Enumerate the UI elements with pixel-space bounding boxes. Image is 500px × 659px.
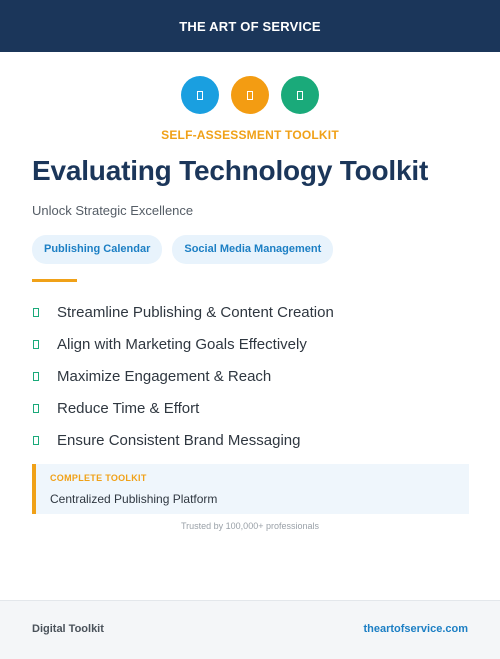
toolkit-callout	[32, 464, 469, 514]
footer	[0, 600, 500, 659]
feature-text: Reduce Time & Effort	[57, 399, 200, 417]
footer-label: Digital Toolkit	[32, 623, 104, 635]
list-item	[32, 424, 334, 456]
check-icon	[33, 404, 39, 413]
footer-link[interactable]: theartofservice.com	[363, 623, 468, 635]
trust-note: Trusted by 100,000+ professionals	[180, 521, 319, 531]
toolkit-kicker: SELF-ASSESSMENT TOOLKIT	[161, 128, 339, 142]
feature-text: Align with Marketing Goals Effectively	[57, 335, 307, 353]
check-icon	[33, 372, 39, 381]
feature-text: Maximize Engagement & Reach	[57, 367, 272, 385]
page-title: Evaluating Technology Toolkit	[32, 155, 429, 186]
list-item	[32, 360, 334, 392]
list-item	[32, 296, 334, 328]
blue-circle-icon	[181, 76, 219, 114]
header-bar	[0, 0, 500, 52]
tag-list	[32, 235, 333, 264]
page-subtitle: Unlock Strategic Excellence	[32, 203, 194, 218]
callout-text: Centralized Publishing Platform	[50, 492, 218, 506]
tag-social-media-management[interactable]: Social Media Management	[172, 235, 333, 264]
list-item	[32, 392, 334, 424]
feature-text: Streamline Publishing & Content Creation	[57, 303, 334, 321]
list-item	[32, 328, 334, 360]
check-icon	[33, 308, 39, 317]
brand-title: THE ART OF SERVICE	[179, 18, 321, 34]
callout-kicker: COMPLETE TOOLKIT	[50, 473, 147, 483]
feature-list	[32, 296, 334, 456]
feature-text: Ensure Consistent Brand Messaging	[57, 431, 301, 449]
check-icon	[33, 436, 39, 445]
green-circle-icon	[281, 76, 319, 114]
tag-publishing-calendar[interactable]: Publishing Calendar	[32, 235, 162, 264]
check-icon	[33, 340, 39, 349]
icon-row	[0, 76, 500, 114]
accent-divider	[32, 279, 77, 282]
orange-circle-icon	[231, 76, 269, 114]
